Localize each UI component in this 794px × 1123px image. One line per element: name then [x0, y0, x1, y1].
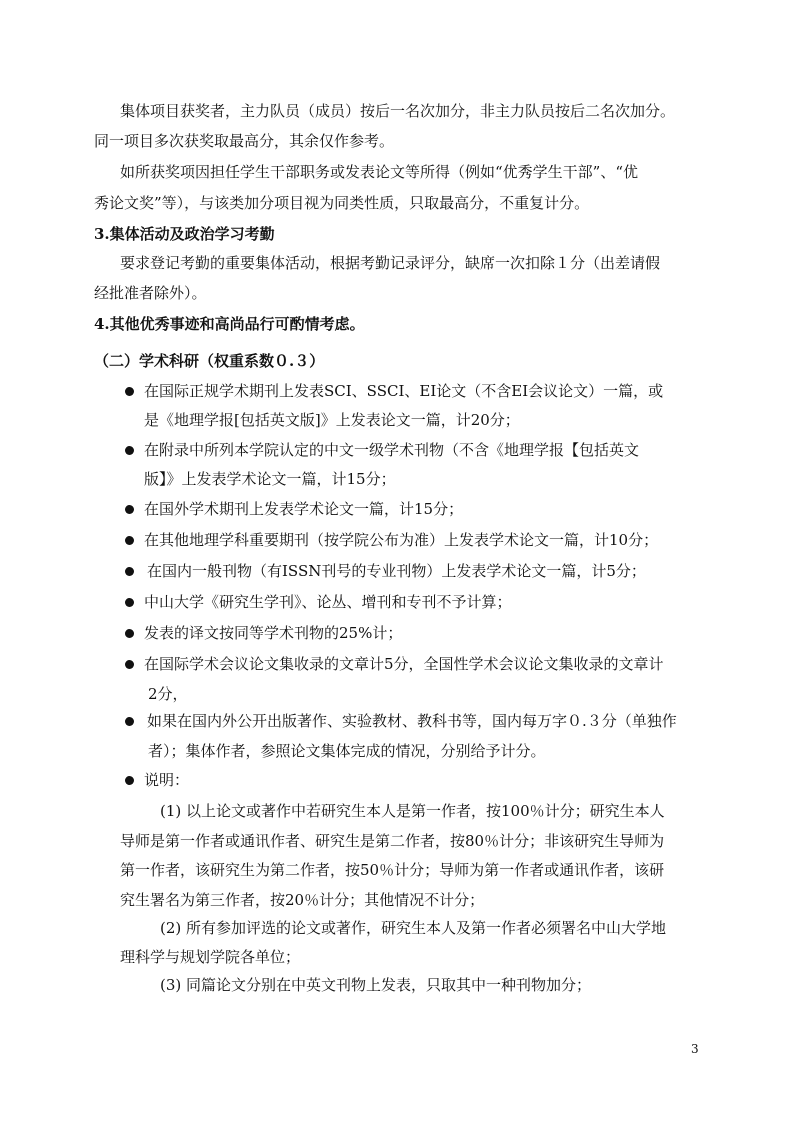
list-item: 在国内一般刊物（有ISSN刊号的专业刊物）上发表学术论文一篇，计5分； [147, 562, 646, 580]
note-line: (2) 所有参加评选的论文或著作，研究生本人及第一作者必须署名中山大学地 [160, 919, 667, 937]
bullet-icon [125, 505, 134, 514]
note-line: 第一作者，该研究生为第二作者，按50％计分；导师为第一作者或通讯作者，该研 [120, 861, 665, 879]
bullet-icon [125, 776, 134, 785]
section-heading-academic: （二）学术科研（权重系数０.３） [94, 352, 325, 370]
list-item: 在国际正规学术期刊上发表SCI、SSCI、EI论文（不含EI会议论文）一篇，或 [144, 382, 664, 400]
bullet-icon [125, 660, 134, 669]
note-line: 理科学与规划学院各单位； [120, 948, 301, 966]
list-item-continuation: 是《地理学报[包括英文版]》上发表论文一篇，计20分； [144, 411, 520, 429]
list-item: 在附录中所列本学院认定的中文一级学术刊物（不含《地理学报【包括英文 [144, 441, 640, 459]
page-number: 3 [691, 1042, 699, 1056]
bullet-icon [125, 629, 134, 638]
list-item: 发表的译文按同等学术刊物的25%计； [144, 624, 403, 642]
paragraph-line: 要求登记考勤的重要集体活动，根据考勤记录评分，缺席一次扣除１分（出差请假 [120, 254, 661, 272]
bullet-icon [125, 536, 134, 545]
bullet-icon [125, 567, 134, 576]
list-item: 在其他地理学科重要期刊（按学院公布为准）上发表学术论文一篇，计10分； [144, 531, 659, 549]
list-item: 在国外学术期刊上发表学术论文一篇，计15分； [144, 500, 464, 518]
paragraph-line: 秀论文奖”等），与该类加分项目视为同类性质，只取最高分，不重复计分。 [94, 194, 590, 212]
section-heading-4: 4.其他优秀事迹和高尚品行可酌情考虑。 [94, 315, 365, 333]
paragraph-line: 集体项目获奖者，主力队员（成员）按后一名次加分，非主力队员按后二名次加分。 [120, 102, 676, 120]
list-item-continuation: 版】》上发表学术论文一篇，计15分； [144, 470, 396, 488]
bullet-icon [125, 446, 134, 455]
note-line: 导师是第一作者或通讯作者、研究生是第二作者，按80％计分；非该研究生导师为 [120, 832, 665, 850]
list-item: 如果在国内外公开出版著作、实验教材、教科书等，国内每万字０.３分（单独作 [147, 712, 677, 730]
bullet-icon [125, 387, 134, 396]
paragraph-line: 同一项目多次获奖取最高分，其余仅作参考。 [94, 132, 395, 150]
list-item: 中山大学《研究生学刊》、论丛、增刊和专刊不予计算； [144, 593, 512, 611]
note-line: 究生署名为第三作者，按20％计分；其他情况不计分； [120, 891, 485, 909]
note-line: (1) 以上论文或著作中若研究生本人是第一作者，按100％计分；研究生本人 [160, 802, 665, 820]
paragraph-line: 如所获奖项因担任学生干部职务或发表论文等所得（例如“优秀学生干部”、“优 [120, 163, 639, 181]
paragraph-line: 经批准者除外）。 [94, 284, 207, 302]
note-line: (3) 同篇论文分别在中英文刊物上发表，只取其中一种刊物加分； [160, 976, 592, 994]
bullet-icon [125, 598, 134, 607]
list-item-continuation: 者）；集体作者，参照论文集体完成的情况，分别给予计分。 [148, 742, 546, 760]
list-item: 说明： [144, 771, 190, 789]
list-item-continuation: 2分， [148, 685, 188, 703]
bullet-icon [125, 717, 134, 726]
section-heading-3: 3.集体活动及政治学习考勤 [94, 225, 275, 243]
list-item: 在国际学术会议论文集收录的文章计5分，全国性学术会议论文集收录的文章计 [144, 655, 664, 673]
